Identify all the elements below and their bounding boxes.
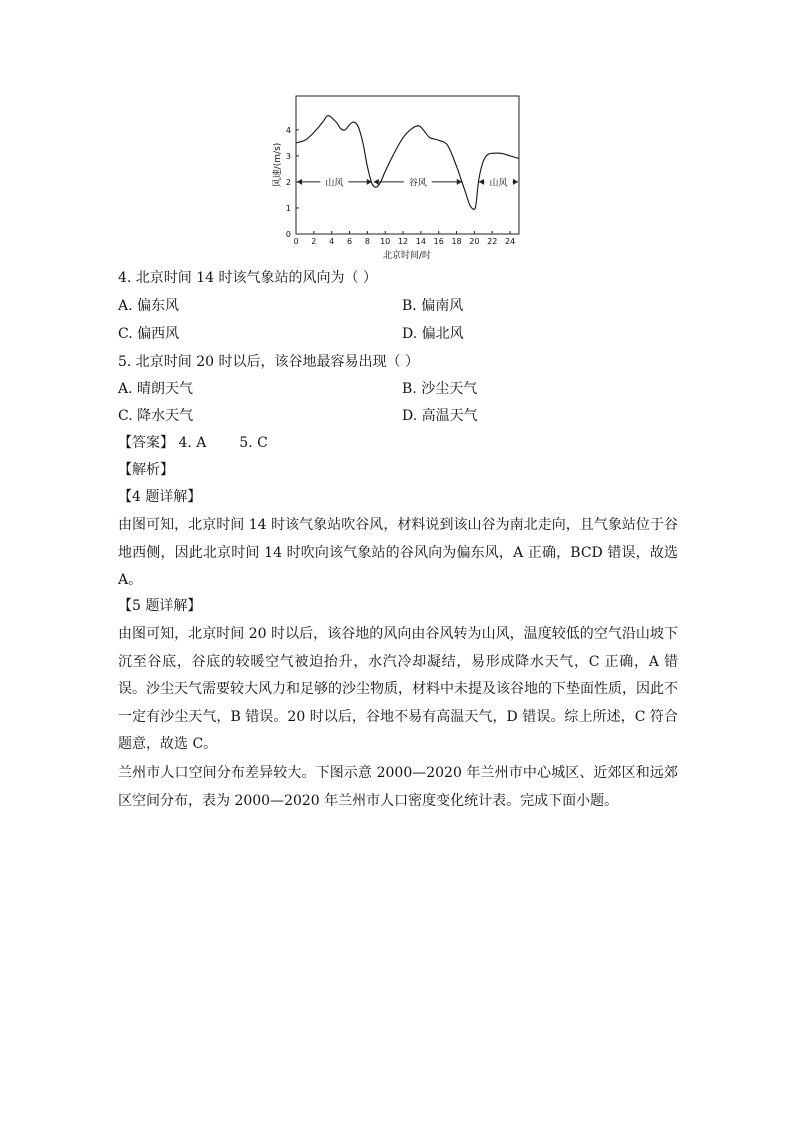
wind-speed-chart-svg <box>270 92 532 264</box>
series-line-0 <box>296 116 519 210</box>
q4-option-d: D. 偏北风 <box>402 326 464 342</box>
y-tick-label: 1 <box>285 203 291 213</box>
annotation-label-2: 山风 <box>489 178 508 189</box>
y-tick-label: 3 <box>285 151 291 161</box>
x-tick-label: 14 <box>415 237 426 246</box>
answer-4: 4. A <box>178 435 207 451</box>
q4-option-b: B. 偏南风 <box>402 298 464 314</box>
question-5-stem: 5. 北京时间 20 时以后，该谷地最容易出现（ ） <box>118 354 419 370</box>
q5-detail <box>118 621 678 759</box>
x-tick-label: 16 <box>433 237 444 246</box>
q4-option-a: A. 偏东风 <box>118 298 180 314</box>
annotation-label-1: 谷风 <box>408 178 427 189</box>
x-axis-label: 北京时间/时 <box>382 251 432 261</box>
x-tick-label: 18 <box>451 237 462 246</box>
annotation-arrowhead <box>513 179 518 185</box>
annotation-arrowhead <box>374 179 379 185</box>
x-tick-label: 12 <box>397 237 409 246</box>
plot-frame <box>296 96 519 234</box>
x-tick-label: 24 <box>504 237 516 246</box>
x-tick-label: 20 <box>469 237 480 246</box>
answer-label: 【答案】 <box>118 435 174 451</box>
x-tick-label: 22 <box>487 237 498 246</box>
q4-detail-text: 由图可知，北京时间 14 时该气象站吹谷风，材料说到该山谷为南北走向，且气象站位于谷地西侧，因此北京时间 14 时吹向该气象站的谷风向为偏东风，A 正确，BCD 错误，故选 A。 <box>118 517 678 588</box>
y-tick-label: 2 <box>285 177 291 187</box>
q4-detail-label: 【4 题详解】 <box>118 489 202 505</box>
answer-5: 5. C <box>239 435 268 451</box>
q4-detail <box>118 512 678 595</box>
x-tick-label: 2 <box>311 237 317 246</box>
annotation-arrowhead <box>297 179 302 185</box>
q5-detail-text: 由图可知，北京时间 20 时以后，该谷地的风向由谷风转为山风，温度较低的空气沿山坡下沉至谷底，谷底的较暖空气被迫抬升，水汽冷却凝结，易形成降水天气，C 正确，A 错误。沙尘天气需要较大风力和足够的沙尘物质，材料中未提及该谷地的下垫面性质，因此不一定有沙尘天气，B 错误。20 时以后，谷地不易有高温天气，D 错误。综上所述，C 符合题意，故选 C。 <box>118 626 678 752</box>
annotation-label-0: 山风 <box>325 178 344 189</box>
analysis-label: 【解析】 <box>118 462 174 478</box>
q4-option-c: C. 偏西风 <box>118 326 180 342</box>
q5-option-b: B. 沙尘天气 <box>402 381 478 397</box>
x-tick-label: 0 <box>293 237 299 246</box>
x-tick-label: 10 <box>380 237 391 246</box>
wind-speed-chart <box>270 92 532 264</box>
q5-option-d: D. 高温天气 <box>402 408 478 424</box>
question-4-stem: 4. 北京时间 14 时该气象站的风向为（ ） <box>118 270 377 286</box>
x-tick-label: 6 <box>346 237 353 246</box>
y-tick-label: 4 <box>285 125 291 135</box>
q5-option-a: A. 晴朗天气 <box>118 381 194 397</box>
q5-option-c: C. 降水天气 <box>118 408 194 424</box>
annotation-arrowhead <box>479 179 484 185</box>
intro-paragraph <box>118 760 678 815</box>
answer-line <box>118 433 268 453</box>
q5-detail-label: 【5 题详解】 <box>118 598 202 614</box>
y-axis-label: 风速/(m/s) <box>273 142 283 188</box>
x-tick-label: 8 <box>364 237 370 246</box>
x-tick-label: 4 <box>329 237 335 246</box>
intro-text: 兰州市人口空间分布差异较大。下图示意 2000—2020 年兰州市中心城区、近郊区和远郊区空间分布，表为 2000—2020 年兰州市人口密度变化统计表。完成下面小题。 <box>118 765 678 809</box>
y-tick-label: 0 <box>285 230 291 239</box>
